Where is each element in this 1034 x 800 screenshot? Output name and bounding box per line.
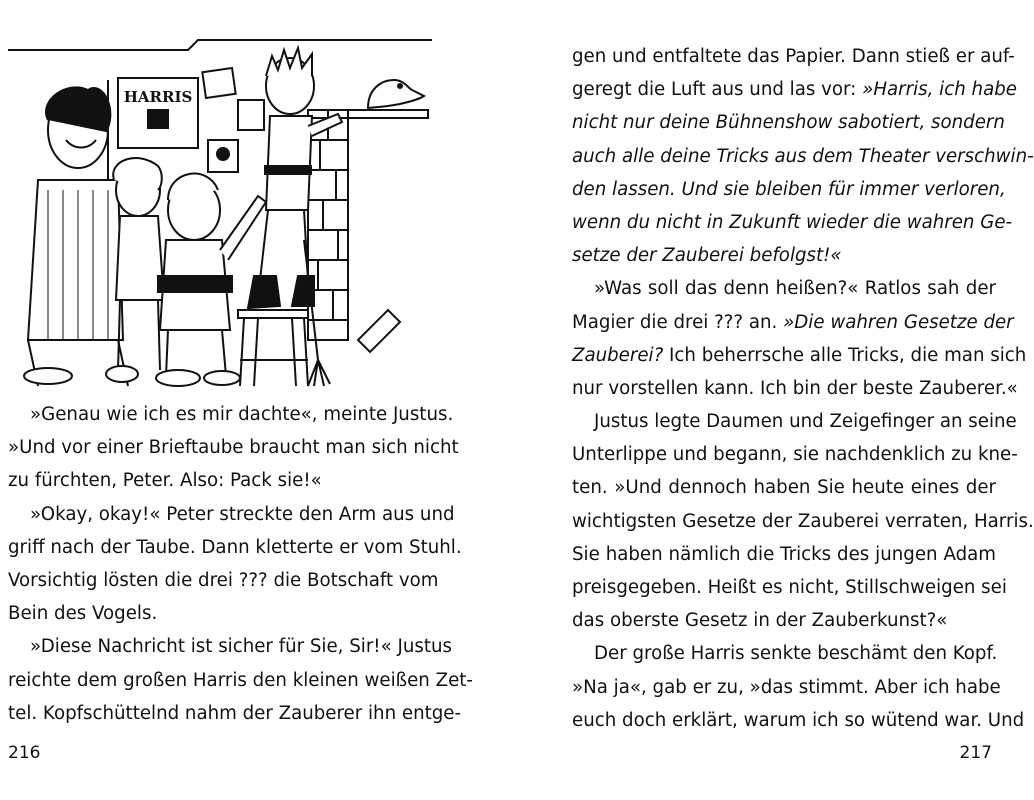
text-line: Zauberei? Ich beherrsche alle Tricks, die man sich: [572, 344, 1027, 366]
text-line: zu fürchten, Peter. Also: Pack sie!«: [8, 470, 322, 492]
text-line: nur vorstellen kann. Ich bin der beste Zauberer.«: [572, 377, 1018, 399]
text-line: auch alle deine Tricks aus dem Theater verschwin-: [572, 145, 1034, 167]
text-line: setze der Zauberei befolgst!«: [572, 245, 842, 267]
text-line: Magier die drei ??? an. »Die wahren Gesetze der: [572, 311, 1014, 333]
text-line: ten. »Und dennoch haben Sie heute eines der: [572, 477, 996, 499]
text-line: nicht nur deine Bühnenshow sabotiert, sondern: [572, 112, 1005, 134]
text-line: »Genau wie ich es mir dachte«, meinte Justus.: [30, 404, 454, 425]
text-line: »Was soll das denn heißen?« Ratlos sah der: [594, 278, 996, 300]
poster-sign-text: HARRIS: [123, 88, 193, 106]
page-number-left: 216: [8, 743, 41, 763]
text-line: Justus legte Daumen und Zeigefinger an seine: [594, 411, 1017, 433]
text-line: das oberste Gesetz in der Zauberkunst?«: [572, 610, 948, 632]
text-line: Vorsichtig lösten die drei ??? die Botschaft vom: [8, 569, 439, 591]
text-line: wenn du nicht in Zukunft wieder die wahren Ge-: [572, 211, 1013, 233]
text-line: reichte dem großen Harris den kleinen weißen Zet-: [8, 669, 473, 691]
text-line: »Okay, okay!« Peter streckte den Arm aus und: [30, 503, 455, 525]
text-line: gen und entfaltete das Papier. Dann stieß er auf-: [572, 46, 1015, 67]
left-page-text: [8, 398, 473, 730]
text-line: Der große Harris senkte beschämt den Kopf.: [594, 643, 998, 665]
text-line: tel. Kopfschüttelnd nahm der Zauberer ihn entge-: [8, 702, 462, 724]
left-page: [0, 0, 500, 800]
text-line: »Na ja«, gab er zu, »das stimmt. Aber ich habe: [572, 676, 1001, 698]
text-line: »Und vor einer Brieftaube braucht man sich nicht: [8, 437, 459, 459]
page-number-right: 217: [959, 743, 992, 763]
text-line: Unterlippe und begann, sie nachdenklich zu kne-: [572, 444, 1018, 466]
text-line: wichtigsten Gesetze der Zauberei verraten, Harris.: [572, 510, 1034, 532]
text-line: den lassen. Und sie bleiben für immer verloren,: [572, 178, 1006, 200]
text-line: preisgegeben. Heißt es nicht, Stillschweigen sei: [572, 577, 1007, 598]
text-line: geregt die Luft aus und las vor: »Harris, ich habe: [572, 79, 1017, 101]
right-page-text: [572, 40, 1034, 737]
text-line: euch doch erklärt, warum ich so wütend war. Und: [572, 709, 1025, 731]
text-line: »Diese Nachricht ist sicher für Sie, Sir!« Justus: [30, 636, 453, 658]
illustration-drawing: [8, 40, 432, 386]
text-line: griff nach der Taube. Dann kletterte er vom Stuhl.: [8, 536, 462, 558]
illustration: [8, 40, 432, 386]
text-line: Sie haben nämlich die Tricks des jungen Adam: [572, 543, 996, 565]
text-line: Bein des Vogels.: [8, 603, 158, 625]
